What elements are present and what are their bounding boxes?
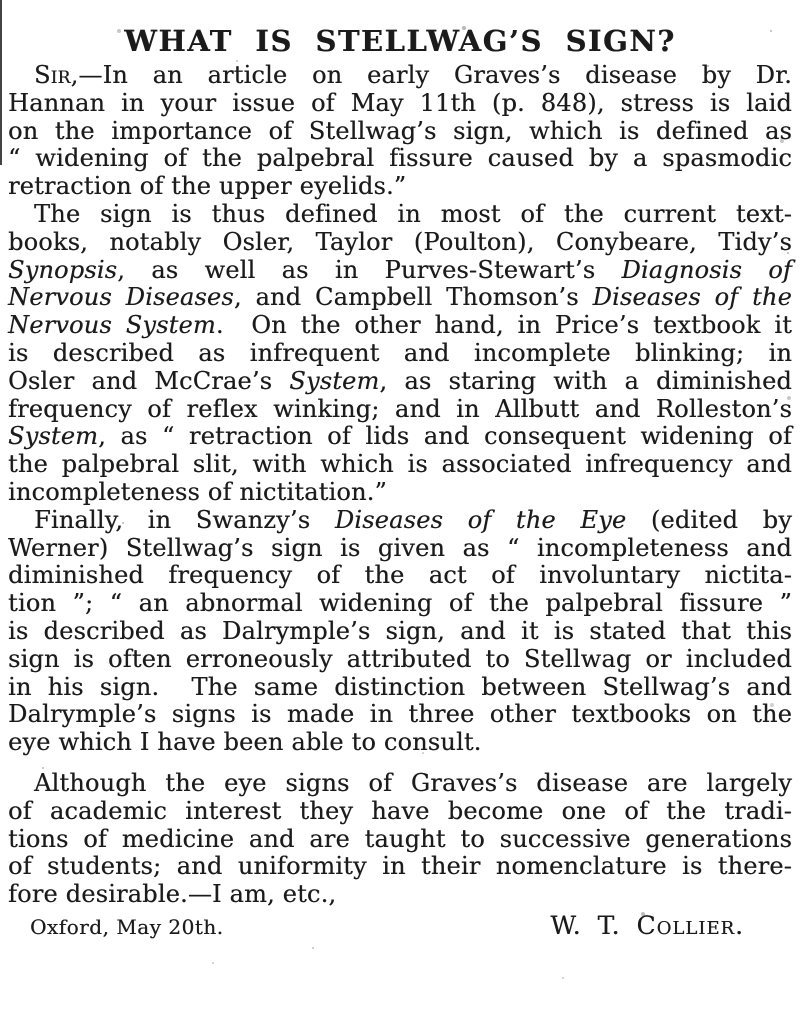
text-segment: frequency of reflex winking; and in Allbutt and Rolleston’s: [8, 394, 792, 423]
paragraph: [8, 507, 792, 757]
text-line: [8, 826, 792, 854]
text-segment: . On the other hand, in Price’s textbook it: [215, 311, 792, 340]
text-segment: (edited by: [626, 505, 792, 534]
text-line: [8, 423, 792, 451]
scan-specks: [0, 0, 2, 2]
paragraphs-container: [8, 62, 792, 909]
text-line: [8, 451, 792, 479]
text-line: [8, 312, 792, 340]
signature-segment: .: [735, 911, 744, 940]
text-segment: is described as infrequent and incomplete blinking; in: [8, 338, 792, 367]
signature-segment: Collier: [636, 911, 736, 940]
signature-segment: W. T.: [550, 911, 637, 940]
text-segment: Diagnosis of: [621, 255, 793, 284]
text-line: [8, 881, 792, 909]
text-segment: System: [289, 366, 380, 395]
text-line: [8, 701, 792, 729]
article-title: WHAT IS STELLWAG’S SIGN?: [124, 24, 676, 58]
text-line: [8, 729, 792, 757]
text-line: [8, 535, 792, 563]
text-segment: Although the eye signs of Graves’s disease are largely: [34, 768, 792, 797]
text-segment: books, notably Osler, Taylor (Poulton), Conybeare, Tidy’s: [8, 227, 792, 256]
text-segment: incompleteness of nictitation.”: [8, 477, 387, 506]
text-segment: Sir: [34, 61, 71, 89]
text-line: [8, 90, 792, 118]
text-segment: , as well as in Purves-Stewart’s: [117, 255, 622, 284]
text-segment: in his sign. The same distinction between Stellwag’s and: [8, 672, 792, 701]
text-segment: “ widening of the palpebral fissure caused by a spasmodic: [8, 144, 792, 173]
text-segment: retraction of the upper eyelids.”: [8, 172, 407, 201]
text-line: [8, 770, 792, 798]
text-line: [8, 646, 792, 674]
dateline: Oxford, May 20th.: [30, 915, 224, 939]
text-segment: Nervous System: [8, 311, 216, 340]
text-segment: tion ”; “ an abnormal widening of the palpebral fissure ”: [8, 589, 792, 618]
text-segment: , and Campbell Thomson’s: [233, 283, 593, 312]
text-segment: sign is often erroneously attributed to Stellwag or included: [8, 644, 792, 673]
text-segment: System: [8, 422, 99, 451]
text-line: [8, 173, 792, 201]
text-line: [8, 618, 792, 646]
paragraph: [8, 770, 792, 909]
article-body: [8, 62, 792, 909]
text-segment: eye which I have been able to consult.: [8, 728, 482, 757]
text-line: [8, 479, 792, 507]
text-line: [8, 118, 792, 146]
text-segment: Osler and McCrae’s: [8, 366, 290, 395]
text-line: [8, 674, 792, 702]
text-line: [8, 396, 792, 424]
text-segment: diminished frequency of the act of involuntary nictita-: [8, 561, 792, 590]
text-segment: ,—In an article on early Graves’s disease by Dr.: [70, 61, 792, 89]
text-line: [8, 284, 792, 312]
text-segment: on the importance of Stellwag’s sign, which is defined as: [8, 116, 792, 145]
text-segment: Synopsis: [8, 255, 118, 284]
scan-edge-artifact: [0, 0, 2, 165]
text-segment: is described as Dalrymple’s sign, and it is stated that this: [8, 616, 792, 645]
letter-footer: [8, 911, 792, 940]
signature: [550, 911, 744, 940]
text-segment: of students; and uniformity in their nomenclature is there-: [8, 852, 792, 881]
text-line: [8, 257, 792, 285]
text-segment: fore desirable.—I am, etc.,: [8, 880, 337, 909]
text-segment: , as staring with a diminished: [379, 366, 792, 395]
text-line: [8, 368, 792, 396]
text-line: [8, 201, 792, 229]
text-segment: The sign is thus defined in most of the current text-: [34, 199, 792, 228]
text-line: [8, 340, 792, 368]
text-segment: Dalrymple’s signs is made in three other textbooks on the: [8, 700, 792, 729]
text-line: [8, 590, 792, 618]
text-segment: , as “ retraction of lids and consequent widening of: [98, 422, 792, 451]
text-line: [8, 62, 792, 90]
text-segment: Nervous Diseases: [8, 283, 234, 312]
text-segment: Finally, in Swanzy’s: [34, 505, 335, 534]
text-segment: Diseases of the: [592, 283, 792, 312]
text-segment: of academic interest they have become one of the tradi-: [8, 796, 792, 825]
paragraph: [8, 62, 792, 201]
text-segment: Diseases of the Eye: [334, 505, 627, 534]
text-line: [8, 507, 792, 535]
text-segment: Hannan in your issue of May 11th (p. 848), stress is laid: [8, 88, 792, 117]
text-line: [8, 229, 792, 257]
text-segment: Werner) Stellwag’s sign is given as “ incompleteness and: [8, 533, 792, 562]
text-segment: the palpebral slit, with which is associated infrequency and: [8, 450, 792, 479]
text-segment: tions of medicine and are taught to successive generations: [8, 824, 792, 853]
text-line: [8, 562, 792, 590]
text-line: [8, 798, 792, 826]
text-line: [8, 853, 792, 881]
text-line: [8, 145, 792, 173]
paragraph: [8, 201, 792, 507]
